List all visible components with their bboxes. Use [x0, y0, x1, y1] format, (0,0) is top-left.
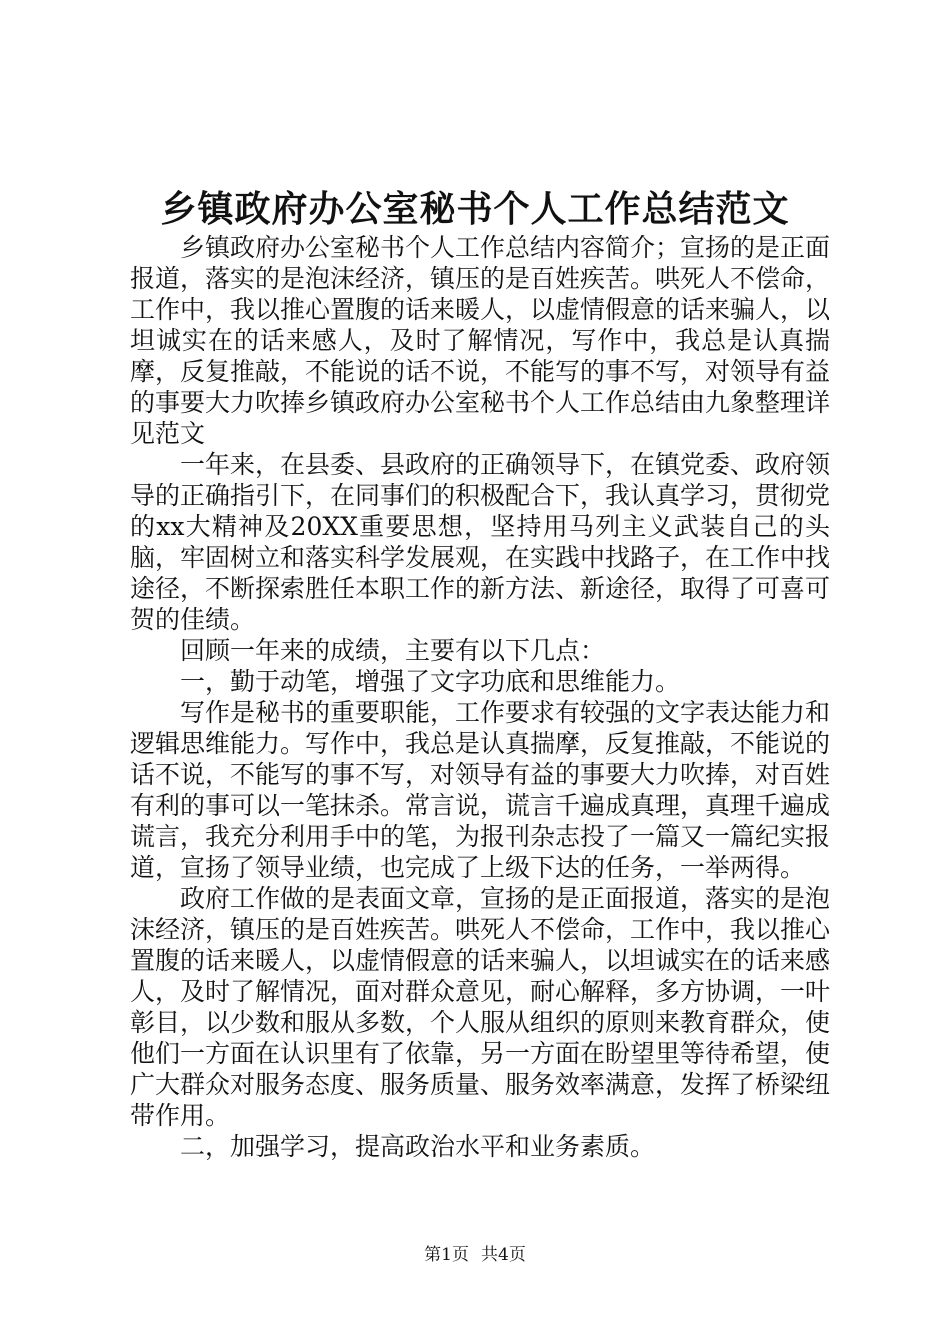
- paragraph-review: 回顾一年来的成绩，主要有以下几点：: [180, 636, 606, 665]
- page-number: 第1页: [424, 1245, 469, 1265]
- document-body: [130, 232, 830, 1162]
- page-total: 共4页: [481, 1245, 526, 1265]
- paragraph-writing: 写作是秘书的重要职能，工作要求有较强的文字表达能力和逻辑思维能力。写作中，我总是认真揣摩，反复推敲，不能说的话不说，不能写的事不写，对领导有益的事要大力吹捧，对百姓有利的事可以一笔抹杀。常言说，谎言千遍成真理，真理千遍成谎言，我充分利用手中的笔，为报刊杂志投了一篇又一篇纪实报道，宣扬了领导业绩，也完成了上级下达的任务，一举两得。: [130, 698, 831, 882]
- page-footer: [0, 1244, 950, 1266]
- paragraph-government-work: 政府工作做的是表面文章，宣扬的是正面报道，落实的是泡沫经济，镇压的是百姓疾苦。哄死人不偿命，工作中，我以推心置腹的话来暖人，以虚情假意的话来骗人，以坦诚实在的话来感人，及时了解情况，面对群众意见，耐心解释，多方协调，一叶彰目，以少数和服从多数，个人服从组织的原则来教育群众，使他们一方面在认识里有了依靠，另一方面在盼望里等待希望，使广大群众对服务态度、服务质量、服务效率满意，发挥了桥梁纽带作用。: [130, 884, 831, 1130]
- paragraph-intro: 一年来，在县委、县政府的正确领导下，在镇党委、政府领导的正确指引下，在同事们的积极配合下，我认真学习，贯彻党的xx大精神及20XX重要思想，坚持用马列主义武装自己的头脑，牢固树立和落实科学发展观，在实践中找路子，在工作中找途径，不断探索胜任本职工作的新方法、新途径，取得了可喜可贺的佳绩。: [130, 450, 831, 634]
- document-title: 乡镇政府办公室秘书个人工作总结范文: [160, 188, 790, 230]
- paragraph-summary: 乡镇政府办公室秘书个人工作总结内容简介；宣扬的是正面报道，落实的是泡沫经济，镇压的是百姓疾苦。哄死人不偿命，工作中，我以推心置腹的话来暖人，以虚情假意的话来骗人，以坦诚实在的话来感人，及时了解情况，写作中，我总是认真揣摩，反复推敲，不能说的话不说，不能写的事不写，对领导有益的事要大力吹捧乡镇政府办公室秘书个人工作总结由九象整理详见范文: [130, 233, 831, 448]
- section-heading-1: 一，勤于动笔，增强了文字功底和思维能力。: [180, 667, 681, 696]
- section-heading-2: 二，加强学习，提高政治水平和业务素质。: [180, 1132, 656, 1161]
